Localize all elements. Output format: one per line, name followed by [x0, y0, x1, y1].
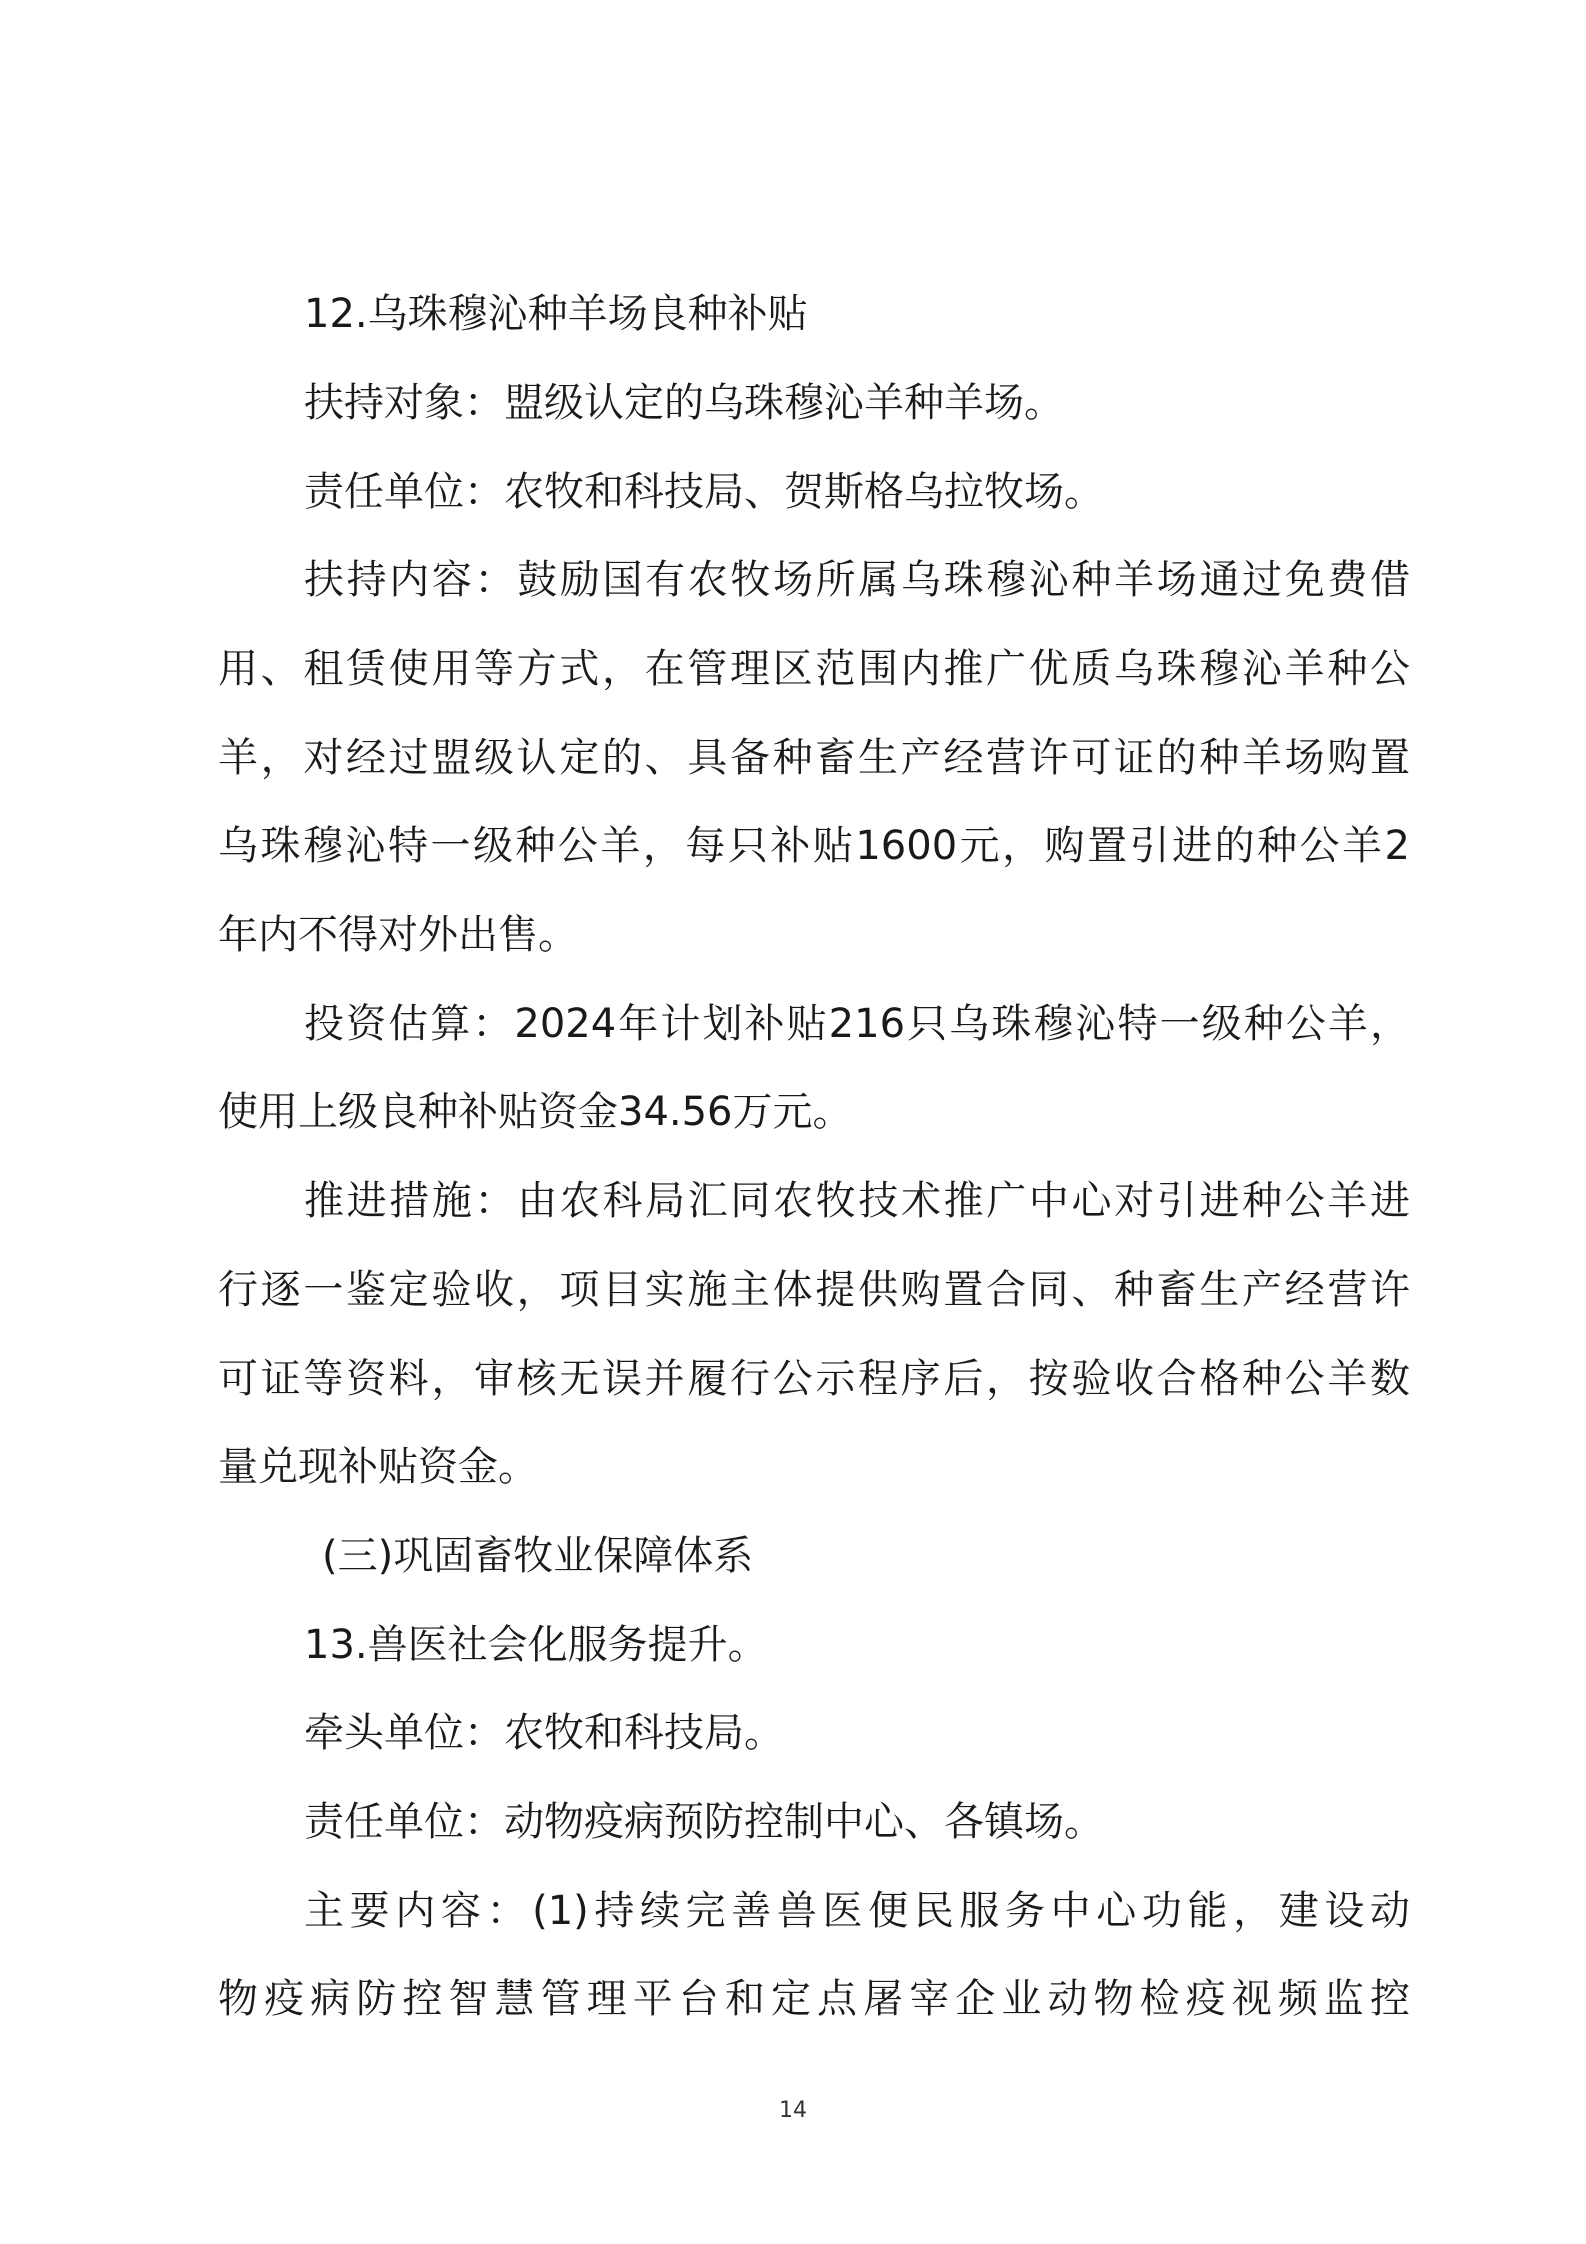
paragraph-line: 责任单位：农牧和科技局、贺斯格乌拉牧场。 [304, 469, 1104, 515]
paragraph-line: 责任单位：动物疫病预防控制中心、各镇场。 [304, 1799, 1104, 1845]
paragraph-line: 行逐一鉴定验收，项目实施主体提供购置合同、种畜生产经营许 [218, 1267, 1410, 1313]
paragraph-line: 量兑现补贴资金。 [218, 1444, 538, 1490]
paragraph-line: 羊，对经过盟级认定的、具备种畜生产经营许可证的种羊场购置 [218, 735, 1410, 781]
section-heading-3: (三)巩固畜牧业保障体系 [322, 1533, 754, 1579]
paragraph-line: 扶持内容：鼓励国有农牧场所属乌珠穆沁种羊场通过免费借 [304, 557, 1410, 603]
section-heading-12: 12.乌珠穆沁种羊场良种补贴 [304, 291, 808, 337]
paragraph-line: 推进措施：由农科局汇同农牧技术推广中心对引进种公羊进 [304, 1178, 1410, 1224]
section-heading-13: 13.兽医社会化服务提升。 [304, 1622, 768, 1668]
paragraph-line: 投资估算：2024年计划补贴216只乌珠穆沁特一级种公羊， [304, 1001, 1410, 1047]
page-number: 14 [779, 2098, 807, 2123]
paragraph-line: 使用上级良种补贴资金34.56万元。 [218, 1089, 853, 1135]
paragraph-line: 牵头单位：农牧和科技局。 [304, 1710, 784, 1756]
paragraph-line: 可证等资料，审核无误并履行公示程序后，按验收合格种公羊数 [218, 1356, 1410, 1402]
paragraph-line: 年内不得对外出售。 [218, 912, 578, 958]
paragraph-line: 扶持对象：盟级认定的乌珠穆沁羊种羊场。 [304, 380, 1064, 426]
paragraph-line: 乌珠穆沁特一级种公羊，每只补贴1600元，购置引进的种公羊2 [218, 823, 1410, 869]
paragraph-line: 主要内容：(1)持续完善兽医便民服务中心功能，建设动 [304, 1888, 1410, 1934]
paragraph-line: 用、租赁使用等方式，在管理区范围内推广优质乌珠穆沁羊种公 [218, 646, 1410, 692]
paragraph-line: 物疫病防控智慧管理平台和定点屠宰企业动物检疫视频监控 [218, 1976, 1410, 2022]
